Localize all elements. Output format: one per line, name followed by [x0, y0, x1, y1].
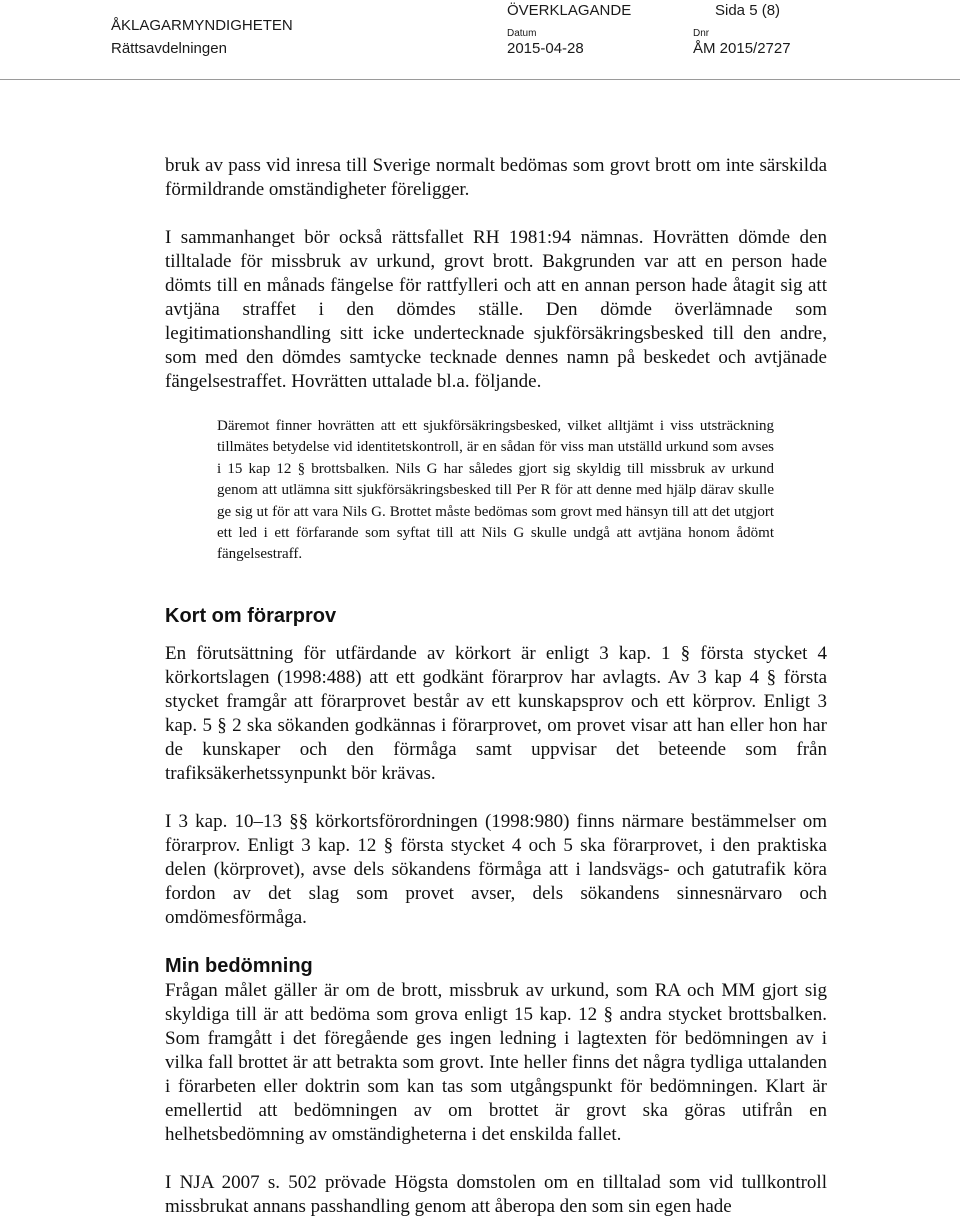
department-name: Rättsavdelningen [111, 40, 227, 57]
paragraph: I 3 kap. 10–13 §§ körkortsförordningen (1998:980) finns närmare bestämmelser om förarprov. Enligt 3 kap. 12 § första stycket 4 och 5 ska förarprovet, i den praktiska delen (körprovet), avse dels sökandens förmåga att i landsvägs- och gatutrafik köra fordon av det slag som provet avser, dels sökandens sinnesnärvaro och omdömesförmåga. [165, 810, 827, 928]
date-label: Datum [507, 28, 537, 39]
page-header [0, 0, 960, 80]
paragraph: I sammanhanget bör också rättsfallet RH 1981:94 nämnas. Hovrätten dömde den tilltalade för missbruk av urkund, grovt brott. Bakgrunden var att en person hade dömts till en månads fängelse för rattfylleri och att en annan person hade åtagit sig att avtjäna straffet i den dömdes ställe. Den dömde överlämnade som legitimationshandling sitt icke undertecknade sjukförsäkringsbesked till den andre, som med den dömdes samtycke tecknade dennes namn på beskedet och avtjänade fängelsestraffet. Hovrätten uttalade bl.a. följande. [165, 227, 827, 392]
dnr-label: Dnr [693, 28, 710, 39]
paragraph: I NJA 2007 s. 502 prövade Högsta domstolen om en tilltalad som vid tullkontroll missbrukat annans passhandling genom att åberopa den som sin egen hade [165, 1171, 827, 1217]
document-date: 2015-04-28 [507, 40, 584, 57]
paragraph: bruk av pass vid inresa till Sverige normalt bedömas som grovt brott om inte särskilda förmildrande omständigheter föreligger. [165, 155, 827, 200]
document-body [165, 154, 827, 1219]
paragraph: Frågan målet gäller är om de brott, missbruk av urkund, som RA och MM gjort sig skyldiga till är att bedöma som grova enligt 15 kap. 12 § andra stycket brottsbalken. Som framgått i det föregående ges ingen ledning i lagtexten för bedömningen av i vilka fall brottet är att betrakta som grovt. Inte heller finns det några tydliga uttalanden i förarbeten eller doktrin som kan tas som utgångspunkt för bedömningen. Klart är emellertid att bedömningen av om brottet är grovt ska göras utifrån en helhetsbedömning av omständigheterna i det enskilda fallet. [165, 979, 827, 1145]
paragraph: En förutsättning för utfärdande av körkort är enligt 3 kap. 1 § första stycket 4 körkortslagen (1998:488) att ett godkänt förarprov har avlagts. Av 3 kap 4 § första stycket framgår att förarprovet består av ett kunskapsprov och ett körprov. Enligt 3 kap. 5 § 2 ska sökanden godkännas i förarprovet, om provet visar att han eller hon har de kunskaper och den förmåga samt uppvisar det beteende som från trafiksäkerhetssynpunkt bör krävas. [165, 642, 827, 784]
case-number: ÅM 2015/2727 [693, 40, 791, 57]
org-name: ÅKLAGARMYNDIGHETEN [111, 17, 293, 34]
document-type: ÖVERKLAGANDE [507, 2, 632, 19]
section-heading-kort-om-forarprov: Kort om förarprov [165, 604, 337, 627]
header-divider [0, 79, 960, 80]
section-heading-min-bedomning: Min bedömning [165, 954, 313, 977]
block-quote: Däremot finner hovrätten att ett sjukförsäkringsbesked, vilket alltjämt i viss utsträckning tillmätes betydelse vid identitetskontroll, är en sådan för viss man utställd urkund som avses i 15 kap 12 § brottsbalken. Nils G har således gjort sig skyldig till missbruk av urkund genom att utlämna sitt sjukförsäkringsbesked till Per R för att denne med hjälp därav skulle ge sig ut för att vara Nils G. Brottet måste bedömas som grovt med hänsyn till att det utgjort ett led i ett förfarande som syftat till att Nils G skulle undgå att avtjäna honom ådömt fängelsestraff. [217, 418, 774, 563]
page-number: Sida 5 (8) [715, 2, 781, 19]
